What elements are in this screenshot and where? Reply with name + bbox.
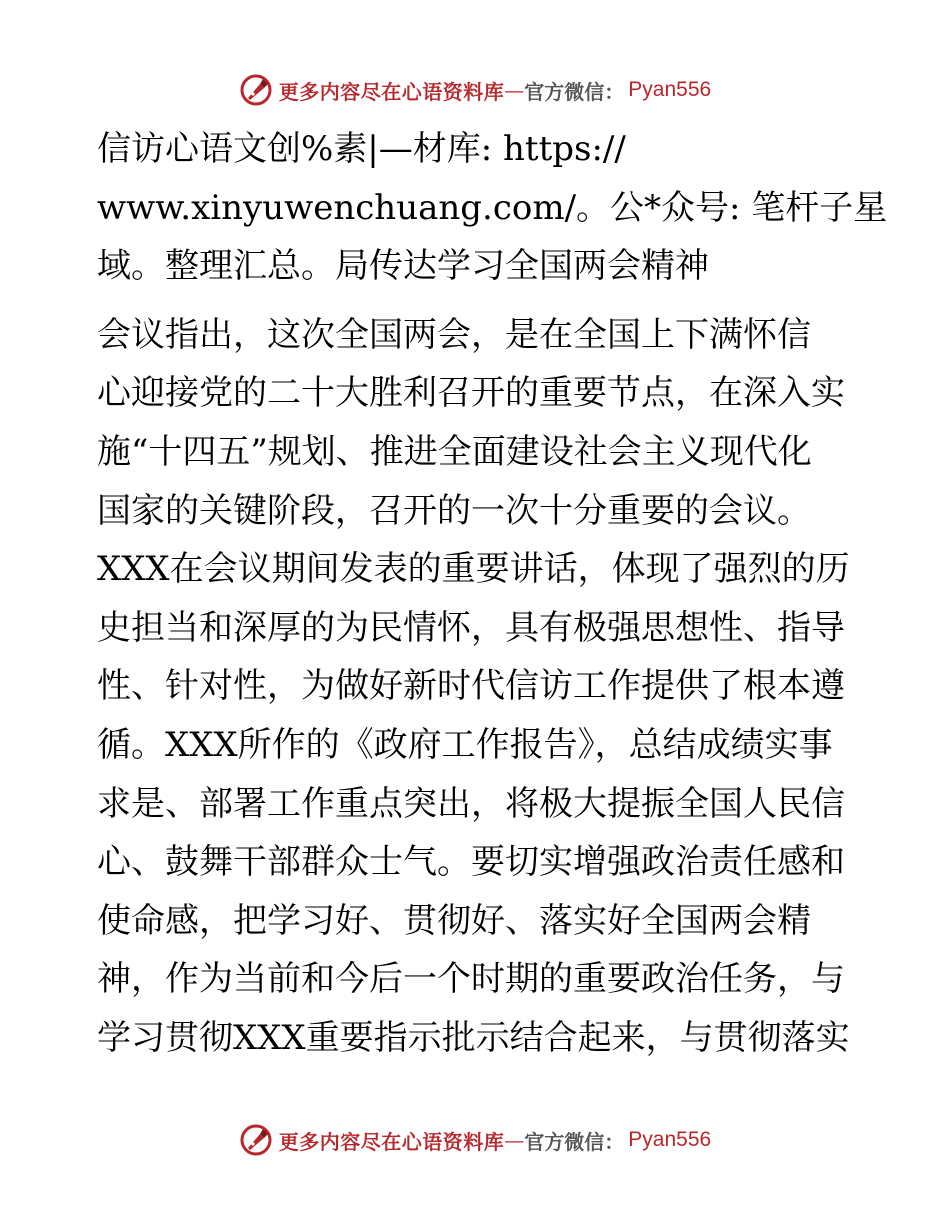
title-line: www.xinyuwenchuang.com/。公*众号: 笔杆子星 xyxy=(97,187,888,228)
body-line: 施“十四五”规划、推进全面建设社会主义现代化 xyxy=(97,431,812,472)
banner-separator: — xyxy=(504,78,525,102)
footer-banner xyxy=(0,1120,950,1160)
body-line: 会议指出，这次全国两会，是在全国上下满怀信 xyxy=(97,314,811,355)
body-line: 国家的关键阶段，召开的一次十分重要的会议。 xyxy=(97,490,811,531)
banner-label: 官方微信： xyxy=(524,1129,625,1154)
body-line: 循。XXX所作的《政府工作报告》，总结成绩实事 xyxy=(97,724,833,765)
body-line: 史担当和深厚的为民情怀，具有极强思想性、指导 xyxy=(97,607,845,648)
banner-separator: — xyxy=(504,1128,525,1152)
body-line: XXX在会议期间发表的重要讲话，体现了强烈的历 xyxy=(97,549,850,590)
banner-label: 官方微信： xyxy=(524,79,625,104)
body-line: 心迎接党的二十大胜利召开的重要节点，在深入实 xyxy=(97,373,845,414)
header-banner xyxy=(0,70,950,110)
body-line: 求是、部署工作重点突出，将极大提振全国人民信 xyxy=(97,783,845,824)
body-line: 使命感，把学习好、贯彻好、落实好全国两会精 xyxy=(97,900,811,941)
title-line: 域。整理汇总。局传达学习全国两会精神 xyxy=(97,246,709,287)
document-title xyxy=(97,120,888,296)
banner-main-text: 更多内容尽在心语资料库 xyxy=(278,79,505,104)
body-paragraph xyxy=(97,306,857,1068)
pen-nib-circle-icon xyxy=(239,1123,273,1157)
title-line: 信访心语文创%素|—材库: https:// xyxy=(97,129,626,169)
body-line: 心、鼓舞干部群众士气。要切实增强政治责任感和 xyxy=(97,842,845,883)
banner-main-text: 更多内容尽在心语资料库 xyxy=(278,1129,505,1154)
banner-wechat-id: Pyan556 xyxy=(628,1128,712,1151)
banner-wechat-id: Pyan556 xyxy=(628,78,712,101)
pen-nib-circle-icon xyxy=(239,73,273,107)
document-body xyxy=(97,120,888,1068)
body-line: 学习贯彻XXX重要指示批示结合起来，与贯彻落实 xyxy=(97,1017,850,1058)
body-line: 性、针对性，为做好新时代信访工作提供了根本遵 xyxy=(97,666,845,707)
body-line: 神，作为当前和今后一个时期的重要政治任务，与 xyxy=(97,959,845,1000)
